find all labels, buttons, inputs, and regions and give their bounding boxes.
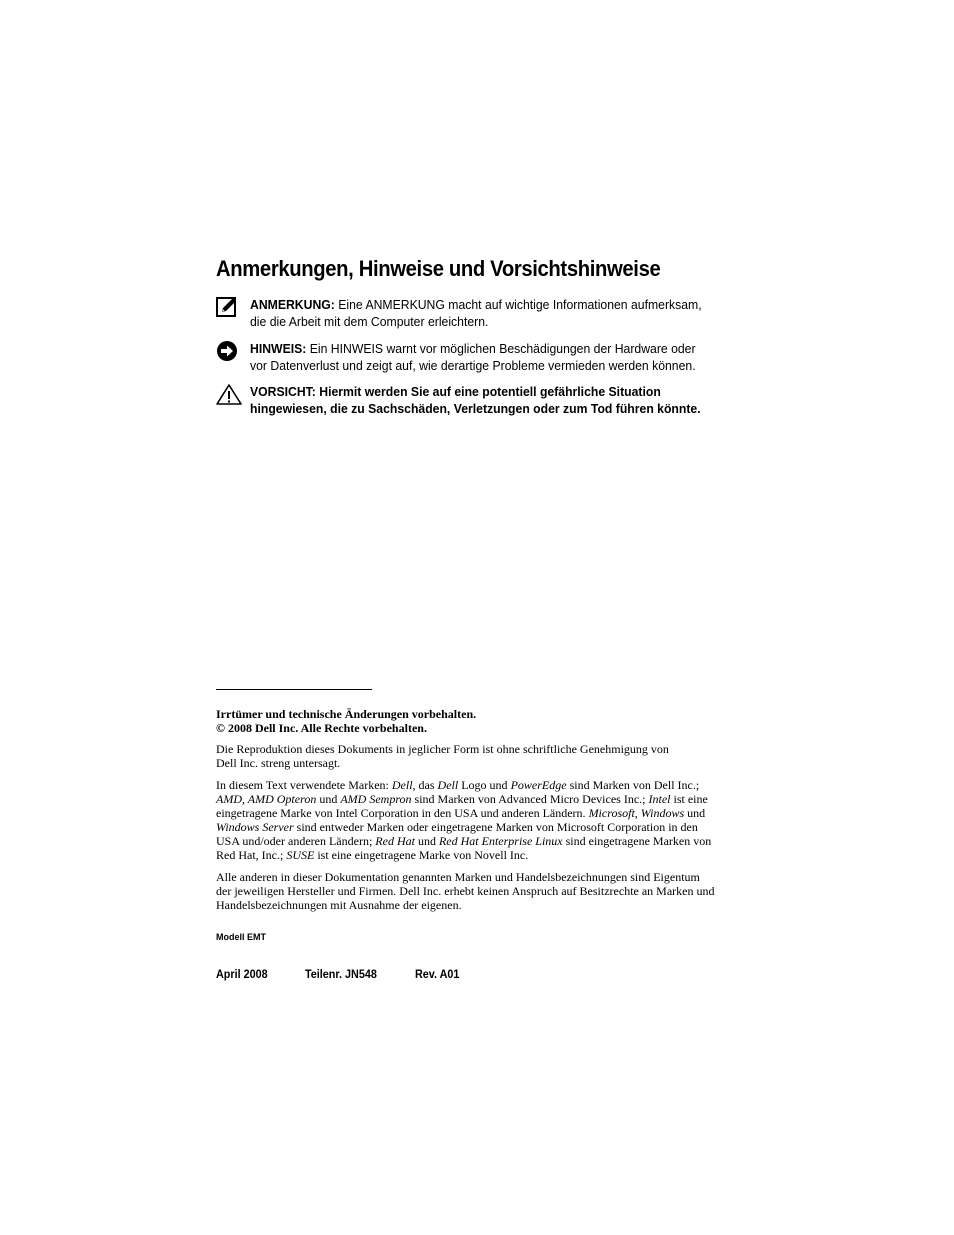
tm-mark: SUSE [286, 848, 315, 862]
tm-text: sind Marken von Advanced Micro Devices Inc.; [411, 792, 649, 806]
page-title: Anmerkungen, Hinweise und Vorsichtshinweise [216, 256, 661, 281]
tm-text: ist eine eingetragene Marke von Novell Inc. [314, 848, 529, 862]
model-label: Modell EMT [216, 932, 266, 942]
tm-text: und [684, 806, 706, 820]
divider [216, 689, 372, 690]
footer-part-number: Teilenr. JN548 [305, 967, 377, 981]
notice-body: Ein HINWEIS warnt vor möglichen Beschädigungen der Hardware oder vor Datenverlust und zeigt auf, wie derartige Probleme vermieden werden können. [250, 341, 696, 373]
legal-header [216, 707, 716, 735]
tm-mark: Dell [437, 778, 459, 792]
reproduction-text: Die Reproduktion dieses Dokuments in jeglicher Form ist ohne schriftliche Genehmigung von Dell Inc. streng untersagt. [216, 742, 669, 770]
tm-text: und [414, 834, 439, 848]
warning-triangle-icon [215, 383, 241, 407]
other-marks-text: Alle anderen in dieser Dokumentation genannten Marken und Handelsbezeichnungen sind Eigentum der jeweiligen Hersteller und Firmen. Dell Inc. erhebt keinen Anspruch auf Besitzrechte an Marken und Handelsbezeichnungen mit Ausnahme der eigenen. [216, 870, 715, 912]
tm-mark: Windows Server [216, 820, 294, 834]
legal-line-1: Irrtümer und technische Änderungen vorbehalten. [216, 707, 477, 721]
footer-date: April 2008 [216, 967, 268, 981]
pencil-note-icon [215, 296, 241, 320]
caution-body: Hiermit werden Sie auf eine potentiell gefährliche Situation hingewiesen, die zu Sachschäden, Verletzungen oder zum Tod führen könnte. [250, 384, 701, 416]
note-label: ANMERKUNG: [250, 297, 335, 312]
trademark-text [216, 778, 716, 862]
caution-label: VORSICHT: [250, 384, 316, 399]
tm-text: sind entweder Marken oder eingetragene Marken von Microsoft Corporation in den USA und/oder anderen Ländern; [216, 820, 698, 848]
tm-mark: AMD Sempron [340, 792, 412, 806]
tm-mark: AMD, AMD Opteron [216, 792, 317, 806]
tm-mark: Red Hat Enterprise Linux [438, 834, 563, 848]
tm-text: ist eine eingetragene Marke von Intel Corporation in den USA und anderen Ländern. [216, 792, 708, 820]
legal-line-2: © 2008 Dell Inc. Alle Rechte vorbehalten. [216, 721, 427, 735]
tm-text: Logo und [458, 778, 511, 792]
tm-text: sind Marken von Dell Inc.; [566, 778, 700, 792]
tm-text: In diesem Text verwendete Marken: [216, 778, 392, 792]
footer-revision: Rev. A01 [415, 967, 460, 981]
tm-mark: Dell [391, 778, 413, 792]
tm-mark: Red Hat [375, 834, 415, 848]
tm-mark: PowerEdge [510, 778, 567, 792]
note-body: Eine ANMERKUNG macht auf wichtige Informationen aufmerksam, die die Arbeit mit dem Computer erleichtern. [250, 297, 702, 329]
notice-label: HINWEIS: [250, 341, 307, 356]
tm-text: und [316, 792, 341, 806]
tm-text: , das [412, 778, 438, 792]
tm-text: sind eingetragene Marken von Red Hat, Inc.; [216, 834, 712, 862]
arrow-circle-icon [215, 340, 241, 364]
tm-mark: Microsoft, Windows [588, 806, 685, 820]
tm-mark: Intel [648, 792, 671, 806]
